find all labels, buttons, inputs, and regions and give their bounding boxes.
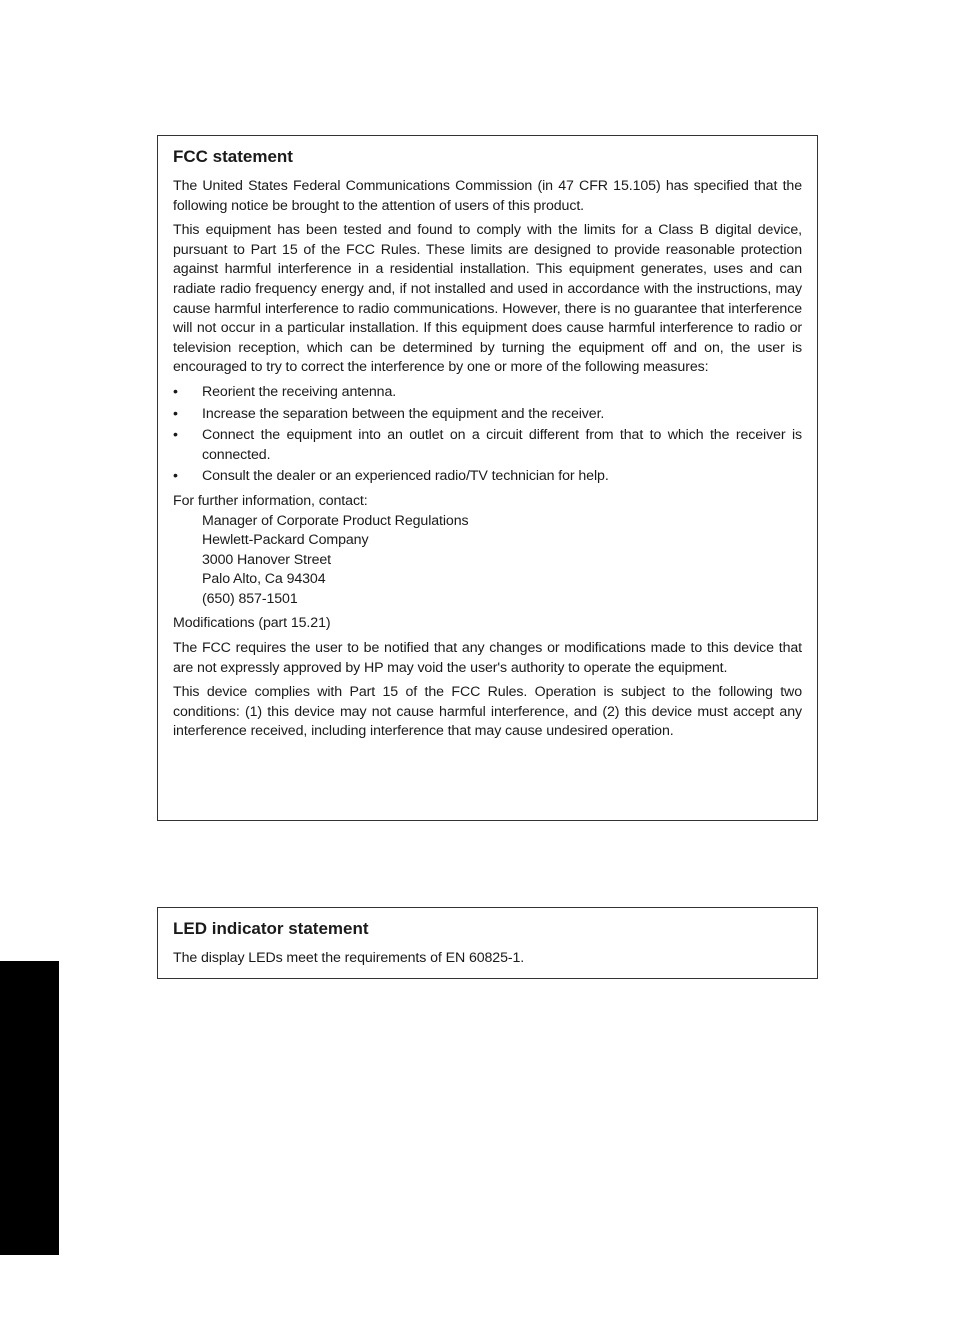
contact-line: 3000 Hanover Street — [202, 551, 332, 568]
fcc-measures-list — [173, 383, 802, 487]
led-statement-box — [157, 907, 818, 979]
modifications-paragraph: The FCC requires the user to be notified that any changes or modifications made to this device that are not expressly approved by HP may void the user's authority to operate the equipment. — [173, 640, 802, 676]
list-item-text: Increase the separation between the equipment and the receiver. — [202, 405, 605, 422]
modifications-title: Modifications (part 15.21) — [173, 615, 331, 632]
list-item — [173, 383, 802, 403]
contact-line: (650) 857-1501 — [202, 590, 298, 607]
fcc-heading: FCC statement — [173, 147, 293, 166]
contact-line: Manager of Corporate Product Regulations — [202, 512, 469, 529]
contact-address — [202, 512, 802, 610]
led-heading: LED indicator statement — [173, 919, 369, 938]
list-item-text: Consult the dealer or an experienced radio/TV technician for help. — [202, 468, 609, 485]
fcc-body-paragraph: This equipment has been tested and found to comply with the limits for a Class B digital device, pursuant to Part 15 of the FCC Rules. These limits are designed to provide reasonable protection against harmful interference in a residential installation. This equipment generates, uses and can radiate radio frequency energy and, if not installed and used in accordance with the instructions, may cause harmful interference to radio communications. However, there is no guarantee that interference will not occur in a particular installation. If this equipment does cause harmful interference to radio or television reception, which can be determined by turning the equipment off and on, the user is encouraged to try to correct the interference by one or more of the following measures: — [173, 222, 802, 376]
list-item-text: Reorient the receiving antenna. — [202, 383, 397, 400]
contact-line: Palo Alto, Ca 94304 — [202, 571, 326, 588]
bullet-icon: • — [173, 427, 178, 444]
fcc-statement-box — [157, 135, 818, 821]
list-item — [173, 405, 802, 425]
fcc-intro-paragraph: The United States Federal Communications Commission (in 47 CFR 15.105) has specified that the following notice be brought to the attention of users of this product. — [173, 178, 802, 214]
bullet-icon: • — [173, 405, 178, 422]
bullet-icon: • — [173, 383, 178, 400]
led-paragraph: The display LEDs meet the requirements of EN 60825-1. — [173, 950, 525, 966]
bullet-icon: • — [173, 468, 178, 485]
list-item-text: Connect the equipment into an outlet on a circuit different from that to which the receiver is connected. — [202, 427, 802, 463]
list-item — [173, 426, 802, 465]
contact-line: Hewlett-Packard Company — [202, 532, 369, 549]
contact-intro: For further information, contact: — [173, 492, 368, 509]
list-item — [173, 467, 802, 487]
section-tab-marker — [0, 961, 59, 1255]
compliance-paragraph: This device complies with Part 15 of the FCC Rules. Operation is subject to the following two conditions: (1) this device may not cause harmful interference, and (2) this device must accept any interference received, including interference that may cause undesired operation. — [173, 684, 802, 740]
